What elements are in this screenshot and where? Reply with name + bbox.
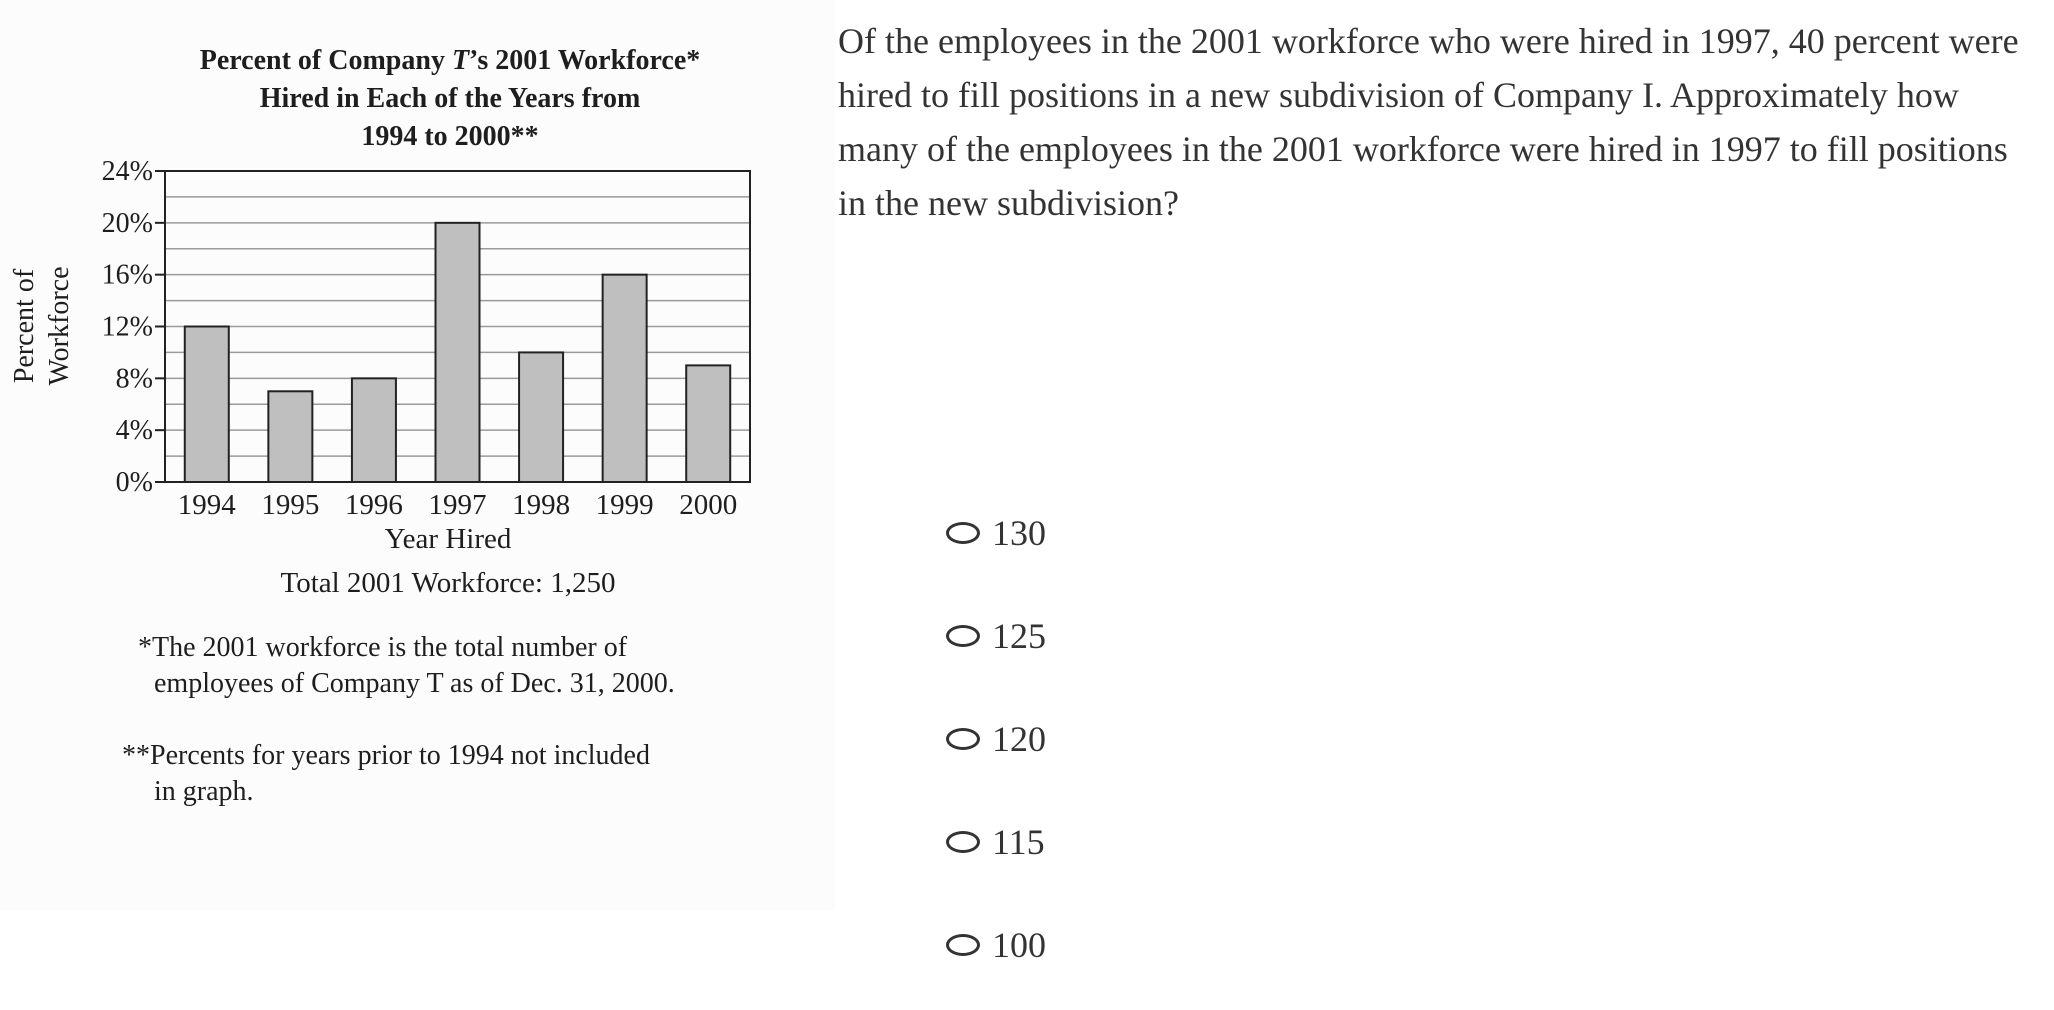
footnote-workforce-line-1: *The 2001 workforce is the total number of — [138, 632, 628, 663]
x-tick-label: 1995 — [261, 489, 320, 521]
y-axis-label — [9, 266, 75, 385]
y-tick-label: 16% — [101, 259, 153, 291]
question-text: Of the employees in the 2001 workforce who were hired in 1997, 40 percent were hired to fill positions in a new subdivision of Company I. Approximately how many of the employees in the 2001 workforce were hired in 1997 to fill positions in the new subdivision? — [838, 21, 2019, 223]
y-tick-label: 4% — [115, 415, 153, 447]
choice-label: 115 — [992, 822, 1045, 862]
choice-100[interactable] — [946, 924, 1046, 966]
bar-1994 — [185, 327, 229, 483]
choice-label: 130 — [992, 513, 1046, 553]
x-tick-labels — [178, 489, 737, 521]
y-tick-labels — [102, 156, 153, 498]
choice-120[interactable] — [946, 718, 1046, 760]
x-tick-label: 2000 — [679, 489, 738, 521]
y-tick-label: 20% — [101, 207, 153, 239]
chart-title-line-3: 1994 to 2000** — [361, 121, 539, 152]
x-tick-label: 1998 — [512, 489, 571, 521]
chart-panel — [0, 0, 835, 910]
x-tick-label: 1996 — [344, 489, 403, 521]
footnote-percents — [122, 738, 650, 810]
y-tick-label: 12% — [101, 311, 153, 343]
bar-chart — [0, 0, 835, 620]
radio-button-icon[interactable] — [946, 625, 980, 647]
y-axis-label-line: Workforce — [44, 266, 75, 386]
x-tick-label: 1999 — [595, 489, 654, 521]
x-tick-label: 1997 — [428, 489, 487, 521]
footnote-percents-line-1: **Percents for years prior to 1994 not included — [122, 740, 650, 771]
choice-label: 125 — [992, 616, 1046, 656]
chart-title-line-1: Percent of Company T’s 2001 Workforce* — [199, 45, 701, 76]
footnote-workforce — [138, 630, 675, 702]
radio-button-icon[interactable] — [946, 728, 980, 750]
choice-label: 100 — [992, 925, 1046, 965]
y-tick-label: 24% — [101, 156, 153, 187]
bar-1998 — [519, 352, 563, 482]
y-tick-label: 8% — [115, 363, 153, 395]
footnote-percents-line-2: in graph. — [154, 776, 254, 807]
radio-button-icon[interactable] — [946, 934, 980, 956]
choice-label: 120 — [992, 719, 1046, 759]
x-tick-label: 1994 — [177, 489, 236, 521]
bar-1996 — [352, 378, 396, 482]
radio-button-icon[interactable] — [946, 522, 980, 544]
bar-1995 — [268, 391, 312, 482]
y-axis-label-line: Percent of — [9, 268, 40, 384]
choice-125[interactable] — [946, 615, 1046, 657]
chart-title-line-2: Hired in Each of the Years from — [259, 83, 641, 114]
radio-button-icon[interactable] — [946, 831, 980, 853]
footnote-workforce-line-2: employees of Company T as of Dec. 31, 2000. — [154, 668, 675, 699]
choice-130[interactable] — [946, 512, 1046, 554]
bar-2000 — [686, 365, 730, 482]
choice-115[interactable] — [946, 821, 1045, 863]
bar-1997 — [436, 223, 480, 482]
x-axis-label: Year Hired — [384, 523, 512, 555]
y-tick-label: 0% — [115, 467, 153, 498]
total-workforce-note: Total 2001 Workforce: 1,250 — [280, 567, 616, 599]
bar-1999 — [603, 275, 647, 482]
